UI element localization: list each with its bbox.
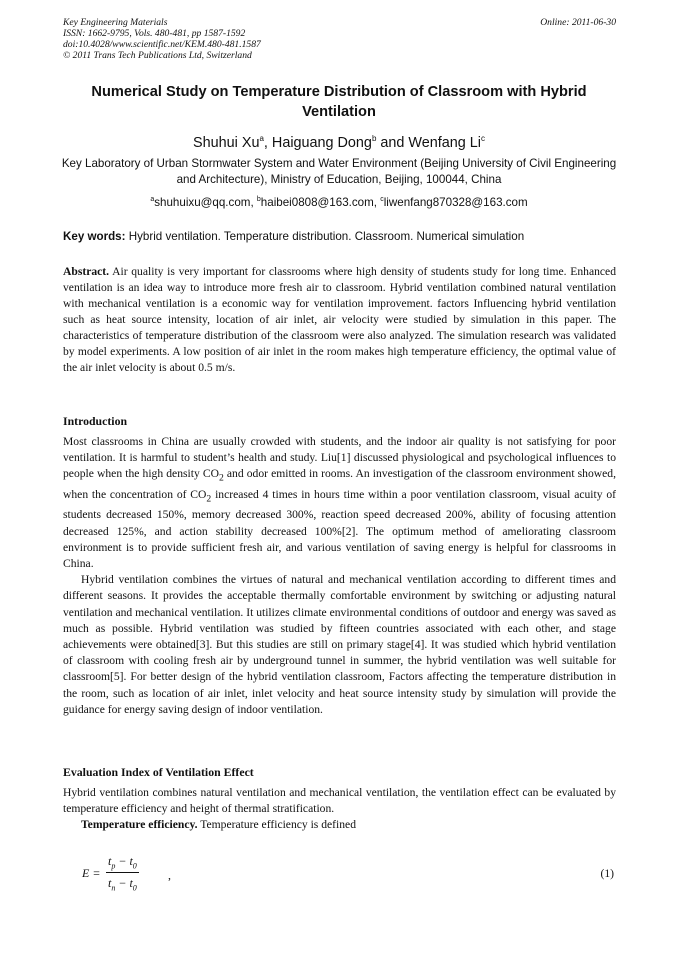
email-mark: c [380, 196, 384, 203]
eq-var: − t [115, 876, 133, 891]
journal-info [63, 17, 616, 61]
co2-subscript: 2 [218, 472, 224, 484]
affiliation: Key Laboratory of Urban Stormwater System and Water Environment (Beijing University of Civil Engineering and Architecture), Ministry of Education, Beijing, 100044, China [61, 157, 617, 186]
email-mark: b [256, 196, 261, 203]
intro-text: Most classrooms in China are usually crowded with students, and the indoor air quality is not satisfying for poor ventilation. It is harmful to student’s health and study. Liu[1] discussed physiological and psychological influences to people when the high density CO [63, 435, 616, 481]
author-emails [60, 192, 618, 210]
keywords [63, 229, 616, 244]
temperature-efficiency-paragraph [63, 817, 616, 833]
author-name: Haiguang Dong [271, 134, 372, 151]
abstract-label: Abstract. [63, 265, 110, 278]
co2-subscript: 2 [206, 493, 212, 505]
equation-fraction [106, 854, 139, 893]
eq-sub: n [111, 883, 116, 893]
equation-numerator [106, 854, 139, 870]
email-link[interactable]: haibei0808@163.com [260, 195, 374, 209]
author-list [40, 130, 638, 152]
eq-sub: 0 [132, 883, 137, 893]
author-name: Shuhui Xu [193, 134, 260, 151]
keywords-text: Hybrid ventilation. Temperature distribution. Classroom. Numerical simulation [125, 230, 525, 243]
paper-title: Numerical Study on Temperature Distribution of Classroom with Hybrid Ventilation [91, 84, 587, 120]
email-link[interactable]: liwenfang870328@163.com [383, 195, 528, 209]
intro-paragraph-1 [63, 434, 616, 572]
intro-text: increased 4 times in hours time within a poor ventilation classroom, visual acuity of students decreased 150%, memory decreased 300%, reaction speed decreased 200%, ability of focusing attention decreased 125%, and action stability decreased 100%[2]. The optimum method of ameliorating classroom environment is to provide sufficient fresh air, and various ventilation of saving energy is helpful for classrooms in China. [63, 487, 616, 571]
equation-comma: , [168, 868, 171, 882]
keywords-label: Key words: [63, 230, 126, 243]
email-separator: , [373, 195, 381, 209]
email-separator: , [250, 195, 257, 209]
evaluation-paragraph: Hybrid ventilation combines natural ventilation and mechanical ventilation, the ventilation effect can be evaluated by temperature efficiency and height of thermal stratification. [63, 786, 616, 816]
temperature-efficiency-text: Temperature efficiency is defined [197, 818, 356, 832]
journal-name: Key Engineering Materials [63, 17, 168, 28]
author-affil-mark: a [259, 134, 264, 143]
fraction-bar [106, 872, 139, 873]
author-affil-mark: c [480, 134, 485, 143]
journal-doi: doi:10.4028/www.scientific.net/KEM.480-481.1587 [63, 39, 261, 50]
journal-copyright: © 2011 Trans Tech Publications Ltd, Switzerland [63, 50, 252, 61]
eq-sub: p [111, 861, 116, 871]
online-date: Online: 2011-06-30 [540, 17, 616, 28]
section-heading-introduction: Introduction [63, 414, 128, 428]
eq-var: t [108, 876, 112, 891]
abstract [63, 264, 616, 376]
intro-text: and odor emitted in rooms. An investigation of the classroom environment showed, when the concentration of CO [63, 467, 616, 501]
abstract-text: Air quality is very important for classrooms where high density of students study for long time. Enhanced ventilation is an idea way to introduce more fresh air to classroom. Hybrid ventilation combined natural ventilation with mechanical ventilation is a economic way for ventilation improvement. factors Influencing hybrid ventilation such as heat source intensity, location of air inlet, air velocity were studied by simulation in this paper. The characteristics of temperature distribution of the classroom were also analyzed. The simulation research was validated by model experiments. A low position of air inlet in the room makes high temperature efficiency, the optimal value of the air inlet velocity is about 0.5 m/s. [63, 265, 616, 374]
author-affil-mark: b [371, 134, 377, 143]
equation-denominator [106, 876, 139, 892]
eq-var: t [108, 854, 112, 868]
equation-number: (1) [600, 867, 614, 880]
eq-var: − t [115, 854, 133, 868]
journal-header [63, 17, 616, 61]
author-name: Wenfang Li [408, 134, 481, 151]
equation-lhs: E = [82, 866, 101, 880]
author-separator: , [263, 134, 272, 151]
email-link[interactable]: shuhuixu@qq.com [154, 195, 251, 209]
temperature-efficiency-label: Temperature efficiency. [81, 818, 198, 832]
intro-paragraph-2: Hybrid ventilation combines the virtues of natural and mechanical ventilation according to different times and different seasons. It provides the acceptable thermally comfortable environment by switching or adjusting natural ventilation and mechanical ventilation. It utilizes climate environmental conditions of outdoor and energy was saved as much as possible. Hybrid ventilation was studied by fifteen countries associated with each other, and stage achievements were obtained[3]. But this studies are still on primary stage[4]. It was studied which hybrid ventilation of classroom with cooling fresh air by underground tunnel in summer, the hybrid ventilation was well suitable for classroom[5]. For better design of the hybrid ventilation classroom, Factors affecting the temperature distribution in the room, such as location of air inlet, inlet velocity and heat source intensity study by simulation will provide the guidance for energy saving design of indoor ventilation. [63, 573, 616, 716]
journal-issn: ISSN: 1662-9795, Vols. 480-481, pp 1587-1592 [63, 28, 246, 39]
section-heading-evaluation: Evaluation Index of Ventilation Effect [63, 765, 254, 779]
email-mark: a [150, 196, 155, 203]
introduction-body [63, 434, 616, 718]
author-separator: and [376, 134, 409, 151]
evaluation-body [63, 785, 616, 834]
eq-sub: 0 [132, 861, 137, 871]
